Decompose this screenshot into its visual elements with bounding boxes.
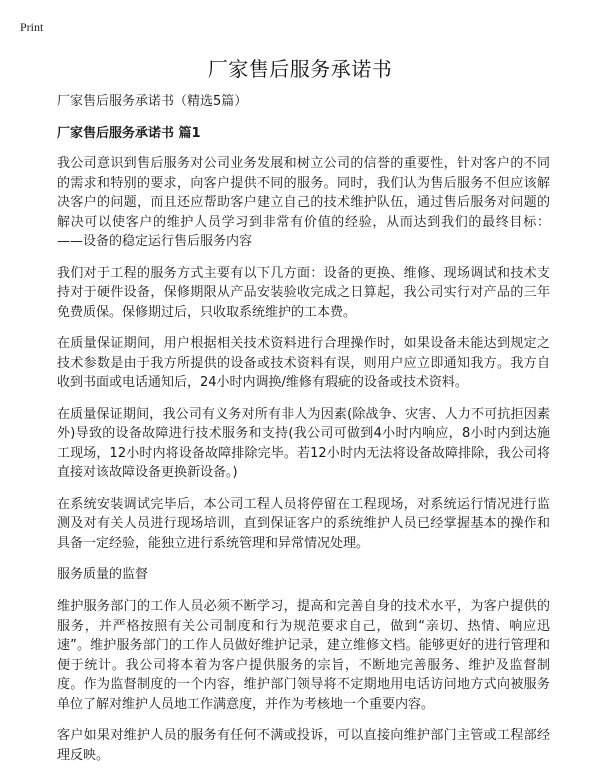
paragraph: 我们对于工程的服务方式主要有以下几方面：设备的更换、维修、现场调试和技术支持对于硬件设备，保修期限从产品安装验收完成之日算起，我公司实行对产品的三年免费质保。保修期过后，只收取系统维护的工本费。 xyxy=(57,265,550,320)
paragraph: 在质量保证期间，我公司有义务对所有非人为因素(除战争、灾害、人力不可抗拒因素外)导致的设备故障进行技术服务和支持(我公司可做到4小时内响应，8小时内到达施工现场，12小时内将设备故障排除完毕。若12小时内无法将设备故障排除，我公司将直接对该故障设备更换新设备。) xyxy=(57,406,550,480)
paragraph: 维护服务部门的工作人员必须不断学习，提高和完善自身的技术水平，为客户提供的服务，并严格按照有关公司制度和行为规范要求自己，做到“亲切、热情、响应迅速”。维护服务部门的工作人员做好维护记录，建立维修文档。能够更好的进行管理和便于统计。我公司将本着为客户提供服务的宗旨，不断地完善服务、维护及监督制度。作为监督制度的一个内容，维护部门领导将不定期地用电话访问地方式向被服务单位了解对维护人员地工作满意度，并作为考核地一个重要内容。 xyxy=(57,599,550,712)
document-subtitle: 厂家售后服务承诺书（精选5篇） xyxy=(57,94,248,109)
service-quality-heading: 服务质量的监督 xyxy=(57,567,149,582)
section-heading: 厂家售后服务承诺书 篇1 xyxy=(57,126,201,141)
document-title: 厂家售后服务承诺书 xyxy=(207,57,393,81)
document-body xyxy=(57,92,550,777)
paragraph: 在质量保证期间，用户根据相关技术资料进行合理操作时，如果设备未能达到规定之技术参数是由于我方所提供的设备或技术资料有误，则用户应立即通知我方。我方自收到书面或电话通知后，24小时内调换/维修有瑕疵的设备或技术资料。 xyxy=(57,336,550,390)
paragraph: 在系统安装调试完毕后，本公司工程人员将停留在工程现场，对系统运行情况进行监测及对有关人员进行现场培训，直到保证客户的系统维护人员已经掌握基本的操作和具备一定经验，能独立进行系统管理和异常情况处理。 xyxy=(57,496,550,551)
print-label: Print xyxy=(20,20,44,34)
paragraph: 我公司意识到售后服务对公司业务发展和树立公司的信誉的重要性，针对客户的不同的需求和特别的要求，向客户提供不同的服务。同时，我们认为售后服务不但应该解决客户的问题，而且还应帮助客户建立自己的技术维护队伍，通过售后服务对问题的解决可以使客户的维护人员学习到非常有价值的经验，从而达到我们的最终目标：——设备的稳定运行售后服务内容 xyxy=(57,156,550,249)
paragraph: 客户如果对维护人员的服务有任何不满或投诉，可以直接向维护部门主管或工程部经理反映。 xyxy=(57,728,550,763)
